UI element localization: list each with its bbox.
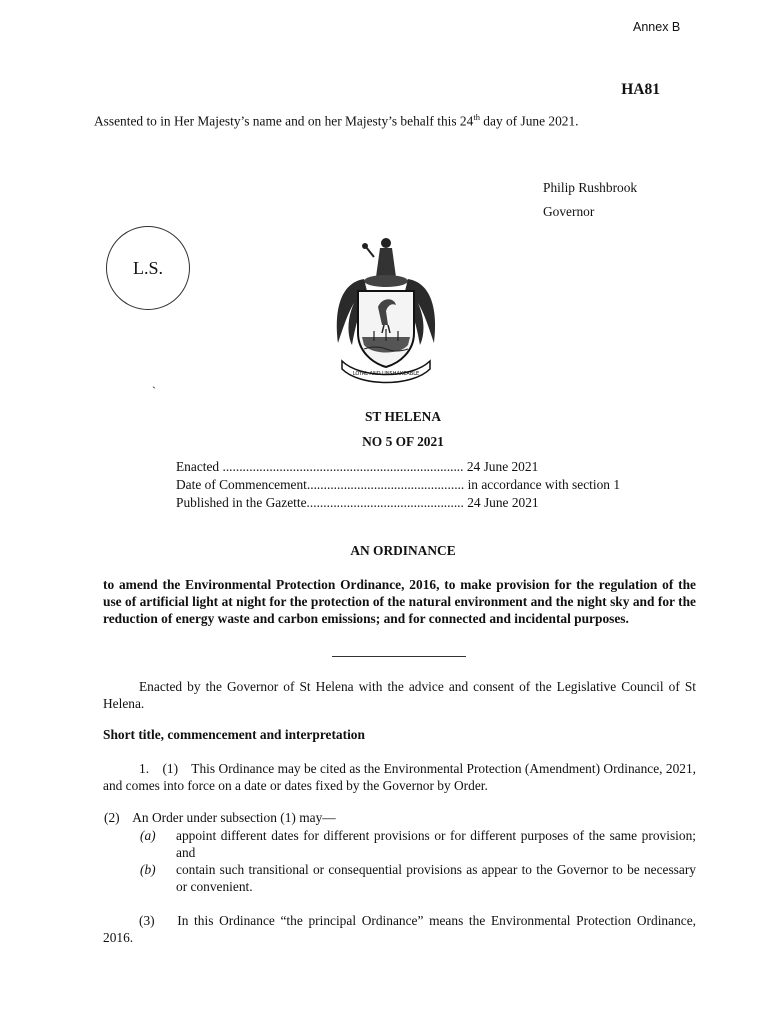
territory-title: ST HELENA [364,409,442,424]
date-leader: ............................................... [306,477,468,492]
ordinance-number: NO 5 OF 2021 [362,434,444,449]
annex-label: Annex B [633,20,681,34]
date-value: in accordance with section 1 [467,477,621,492]
list-item-label: (b) [140,862,156,877]
date-leader: ............................................... [306,495,468,510]
enacting-clause: Enacted by the Governor of St Helena with the advice and consent of the Legislative Council of St Helena. [103,679,696,711]
list-item-text: appoint different dates for different provisions or for different purposes of the same provision; and [176,828,696,860]
subsection-3: (3) In this Ordinance “the principal Ordinance” means the Environmental Protection Ordinance, 2016. [103,913,700,945]
assent-ordinal-suffix: th [473,112,480,122]
section-heading: Short title, commencement and interpretation [103,727,365,742]
list-item-label: (a) [140,828,156,843]
date-row-commencement [176,476,620,494]
list-item [140,827,696,861]
date-value: 24 June 2021 [466,459,539,474]
date-label: Published in the Gazette [176,495,307,510]
assent-statement [94,112,579,129]
list-item-text: contain such transitional or consequential provisions as appear to the Governor to be necessary or convenient. [176,862,696,894]
stray-mark: ` [152,384,156,398]
document-code: HA81 [621,81,660,98]
date-value: 24 June 2021 [467,495,539,510]
governor-name: Philip Rushbrook [543,180,638,195]
list-item [140,861,696,895]
dates-table [176,458,620,512]
divider [332,656,466,657]
long-title: to amend the Environmental Protection Ordinance, 2016, to make provision for the regulation of the use of artificial light at night for the protection of the natural environment and the night sky and for the reduction of energy waste and carbon emissions; and for connected and incidental purposes. [103,577,696,626]
seal-text: L.S. [132,257,163,278]
locus-sigilli-seal [106,226,190,310]
ordinance-title: AN ORDINANCE [350,543,456,558]
assent-text-before: Assented to in Her Majesty’s name and on her Majesty’s behalf this 24 [94,113,474,129]
assent-text-after: day of June 2021. [479,113,579,129]
date-row-published [176,494,620,512]
date-label: Date of Commencement [176,477,307,492]
date-row-enacted [176,458,620,476]
date-label: Enacted [176,459,220,474]
governor-title: Governor [543,204,595,219]
coat-of-arms-icon [330,233,442,385]
subsection-1: 1. (1) This Ordinance may be cited as the Environmental Protection (Amendment) Ordinance, 2021, and comes into force on a date or dates fixed by the Governor by Order. [103,761,700,793]
subsection-2: (2) An Order under subsection (1) may— [104,810,336,825]
date-leader: ........................................................................ [219,459,467,474]
crest-motto: LOYAL AND UNSHAKEABLE [352,371,420,377]
